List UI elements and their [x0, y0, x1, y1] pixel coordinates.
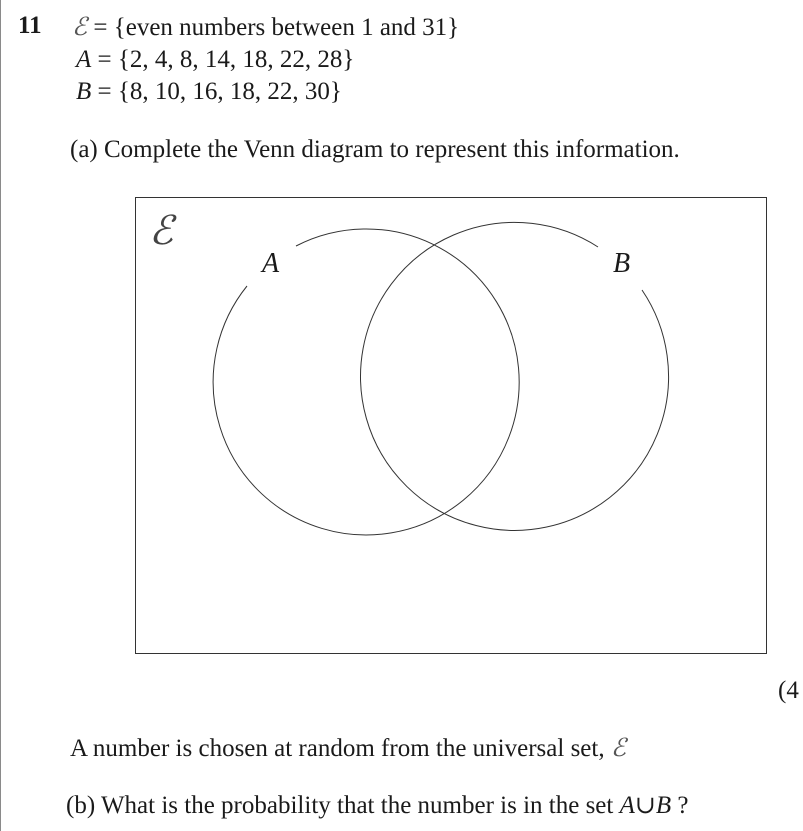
part-b-question — [66, 791, 688, 821]
universal-set-box — [136, 198, 767, 654]
set-a-name: A — [76, 46, 92, 73]
set-a-elements: = {2, 4, 8, 14, 18, 22, 28} — [91, 46, 355, 73]
part-b-prefix: (b) What is the probability that the number is in the set — [66, 792, 620, 819]
circle-a — [213, 229, 519, 535]
set-b-name: B — [76, 78, 92, 105]
part-a-instruction: (a) Complete the Venn diagram to represent this information. — [70, 136, 680, 163]
venn-label-a: A — [262, 248, 280, 279]
random-choice-statement — [70, 733, 626, 764]
universal-set-symbol-inline: ℰ — [610, 733, 626, 762]
part-a-marks: (4 — [778, 677, 799, 704]
random-choice-text: A number is chosen at random from the universal set, — [70, 735, 611, 762]
universal-set-symbol: ℰ — [72, 12, 88, 41]
union-symbol: ∪ — [634, 792, 656, 819]
part-b-set-a: A — [619, 792, 635, 819]
venn-universal-label: ℰ — [149, 208, 174, 254]
part-b-suffix: ? — [671, 792, 689, 819]
set-b-elements: = {8, 10, 16, 18, 22, 30} — [91, 78, 342, 105]
question-number: 11 — [18, 12, 42, 39]
universal-set-text: = {even numbers between 1 and 31} — [87, 14, 460, 41]
venn-label-b: B — [613, 248, 631, 279]
part-b-set-b: B — [655, 792, 672, 819]
